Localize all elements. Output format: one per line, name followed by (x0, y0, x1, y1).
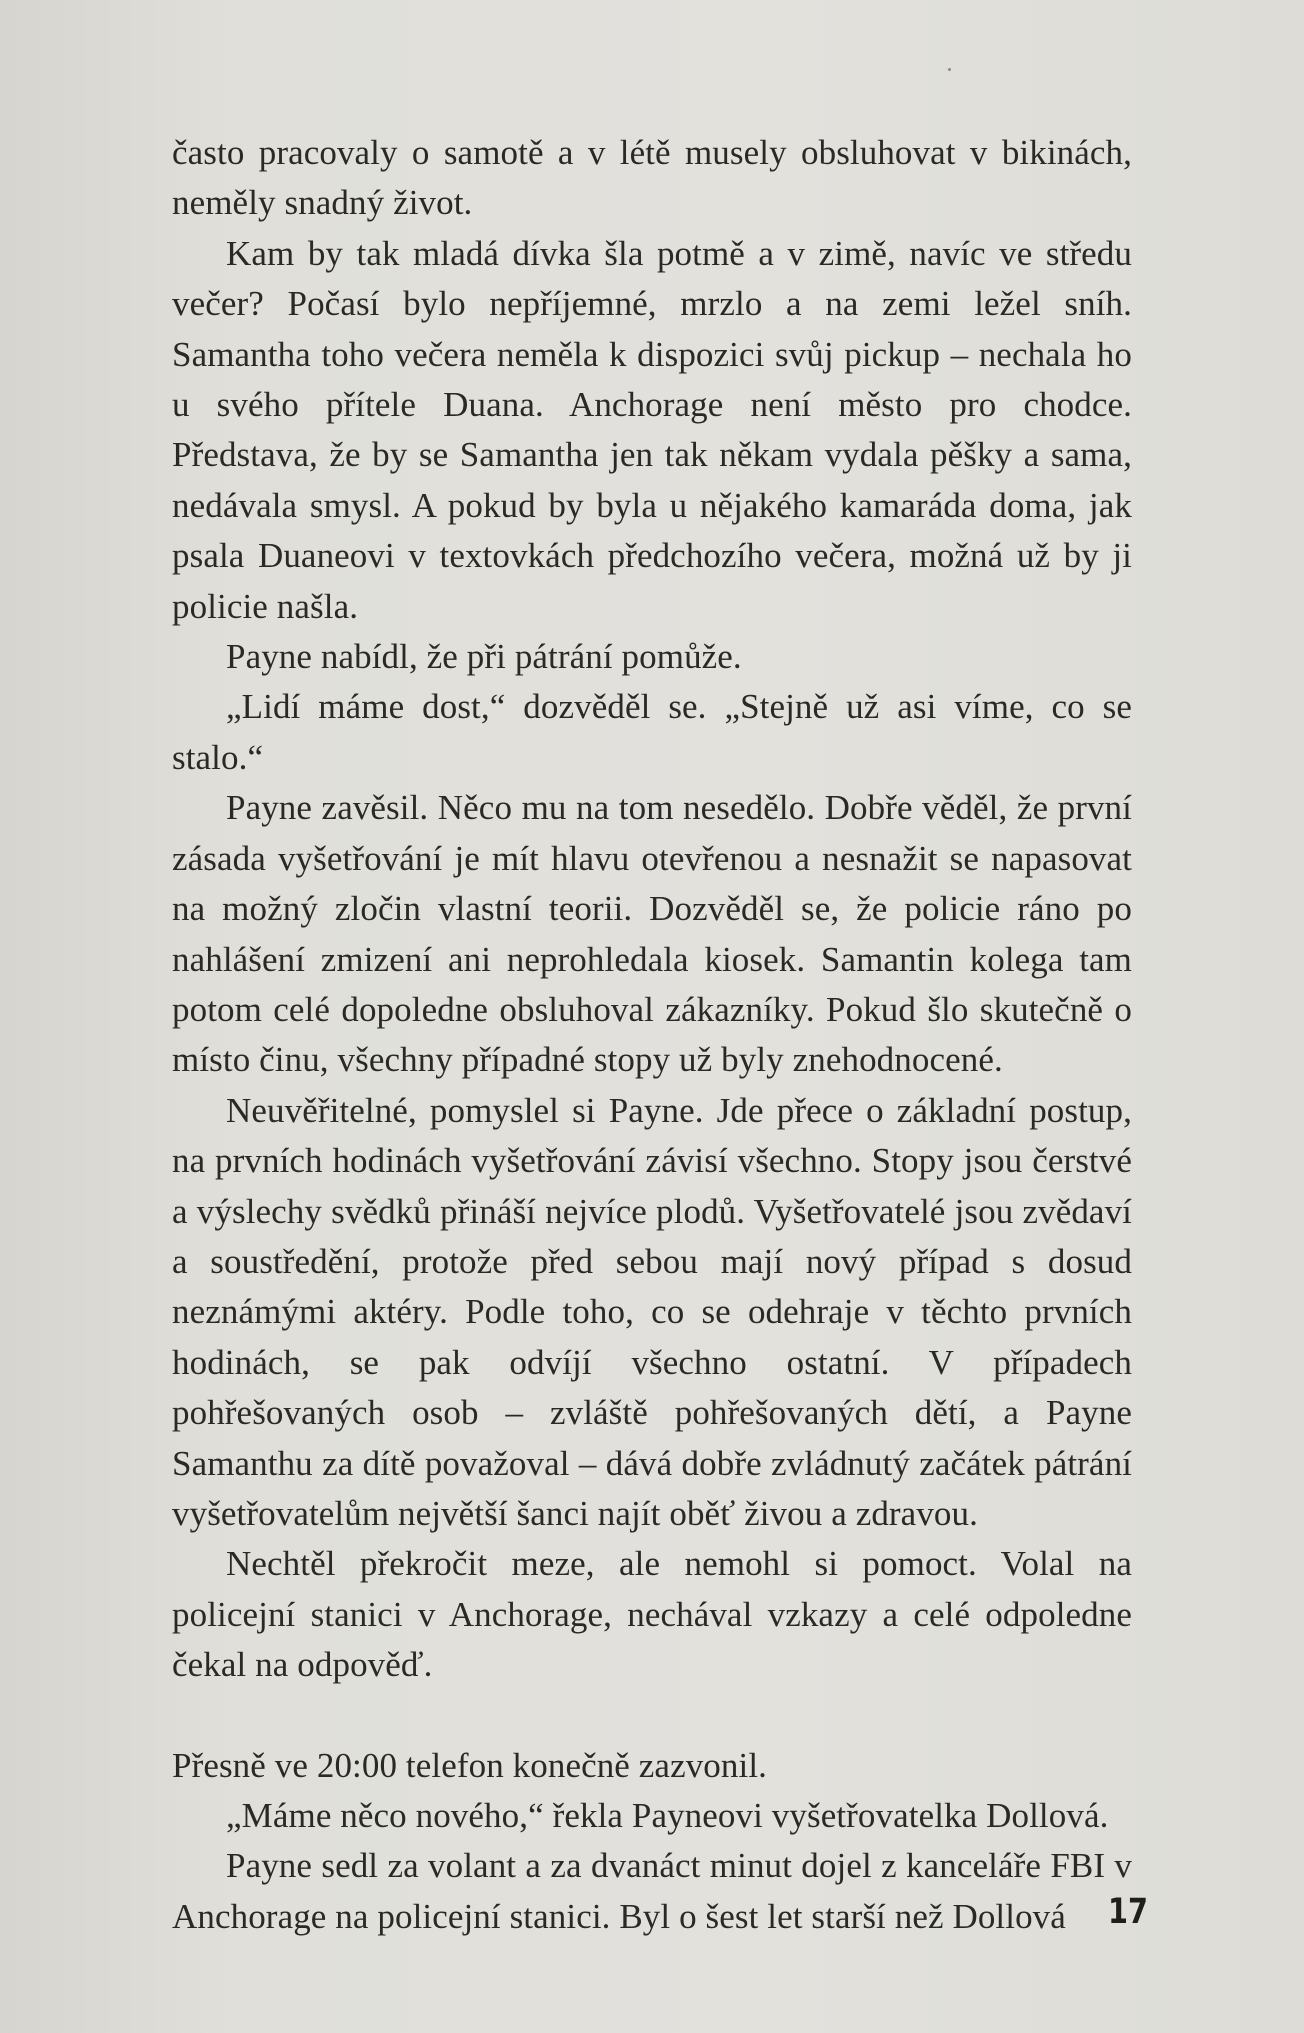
body-text (172, 128, 1132, 1942)
paragraph-5: Payne zavěsil. Něco mu na tom nesedělo. Dobře věděl, že první zásada vyšetřování je mít hlavu otevřenou a nesnažit se napasovat na možný zločin vlastní teorii. Dozvěděl se, že policie ráno po nahlášení zmizení ani neprohledala kiosek. Samantin kolega tam potom celé dopoledne obsluhoval zákazníky. Pokud šlo skutečně o místo činu, všechny případné stopy už byly znehodnocené. (172, 788, 1132, 1080)
paragraph-7: Nechtěl překročit meze, ale nemohl si pomoct. Volal na policejní stanici v Anchorage, nechával vzkazy a celé odpoledne čekal na odpověď. (172, 1544, 1132, 1685)
section-break (172, 1691, 1132, 1741)
paragraph-4: „Lidí máme dost,“ dozvěděl se. „Stejně už asi víme, co se stalo.“ (172, 687, 1132, 777)
paragraph-8: Přesně ve 20:00 telefon konečně zazvonil. (172, 1745, 767, 1785)
paragraph-1: často pracovaly o samotě a v létě musely obsluhovat v bikinách, neměly snadný život. (172, 133, 1132, 223)
paragraph-10: Payne sedl za volant a za dvanáct minut dojel z kanceláře FBI v Anchorage na policejní stanici. Byl o šest let starší než Dollová (172, 1846, 1132, 1936)
paragraph-6: Neuvěřitelné, pomyslel si Payne. Jde přece o základní postup, na prvních hodinách vyšetřování závisí všechno. Stopy jsou čerstvé a výslechy svědků přináší nejvíce plodů. Vyšetřovatelé jsou zvědaví a soustředění, protože před sebou mají nový případ s dosud neznámými aktéry. Podle toho, co se odehraje v těchto prvních hodinách, se pak odvíjí všechno ostatní. V případech pohřešovaných osob – zvláště pohřešovaných dětí, a Payne Samanthu za dítě považoval – dává dobře zvládnutý začátek pátrání vyšetřovatelům největší šanci najít oběť živou a zdravou. (172, 1090, 1132, 1533)
paragraph-9: „Máme něco nového,“ řekla Payneovi vyšetřovatelka Dollová. (226, 1796, 1109, 1835)
paragraph-2: Kam by tak mladá dívka šla potmě a v zimě, navíc ve středu večer? Počasí bylo nepříjemné, mrzlo a na zemi ležel sníh. Samantha toho večera neměla k dispozici svůj pickup – nechala ho u svého přítele Duana. Anchorage není město pro chodce. Představa, že by se Samantha jen tak někam vydala pěšky a sama, nedávala smysl. A pokud by byla u nějakého kamaráda doma, jak psala Duaneovi v textovkách předchozího večera, možná už by ji policie našla. (172, 233, 1132, 626)
paper-speck (948, 68, 951, 71)
page-number: 17 (1108, 1892, 1148, 1932)
paragraph-3: Payne nabídl, že při pátrání pomůže. (226, 637, 742, 677)
